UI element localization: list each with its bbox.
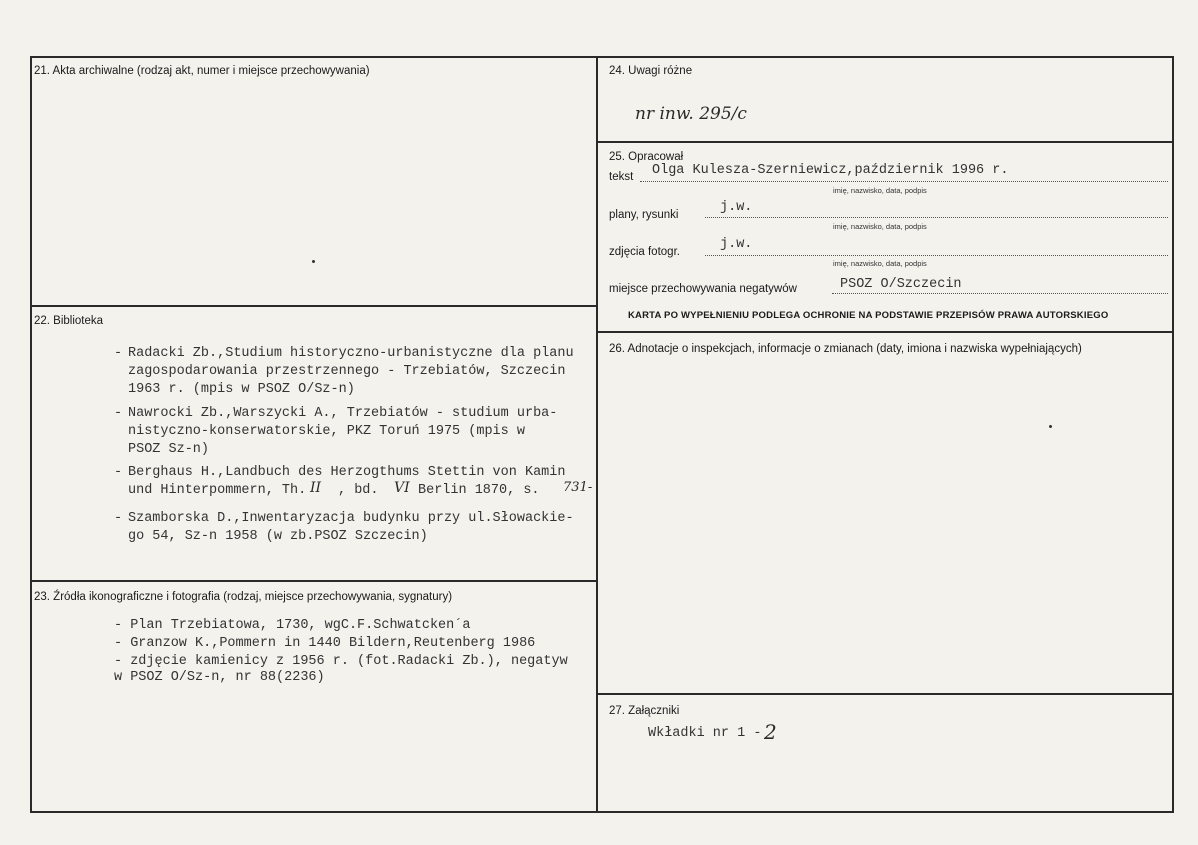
bib-entry-2-line-1: Nawrocki Zb.,Warszycki A., Trzebiatów - studium urba- xyxy=(128,406,558,421)
divider-26-27 xyxy=(596,693,1174,695)
section-22-title: 22. Biblioteka xyxy=(34,315,104,327)
section-23-title: 23. Źródła ikonograficzne i fotografia (rodzaj, miejsce przechowywania, sygnatury) xyxy=(34,591,453,603)
section-24-title: 24. Uwagi różne xyxy=(609,65,693,77)
top-border xyxy=(30,56,1174,58)
tekst-label: tekst xyxy=(609,171,634,183)
tekst-caption: imię, nazwisko, data, podpis xyxy=(833,186,927,195)
handwritten-inventory-note: nr inw. 295/c xyxy=(635,104,747,124)
bullet-dash: - xyxy=(114,465,123,480)
bib-entry-2-line-3: PSOZ Sz-n) xyxy=(128,442,210,457)
handwritten-page: 731- xyxy=(563,480,593,495)
plany-value: j.w. xyxy=(720,200,753,215)
bib-entry-1-line-3: 1963 r. (mpis w PSOZ O/Sz-n) xyxy=(128,382,355,397)
icon-source-line-2: - Granzow K.,Pommern in 1440 Bildern,Reutenberg 1986 xyxy=(114,636,536,651)
plany-caption: imię, nazwisko, data, podpis xyxy=(833,222,927,231)
plany-label: plany, rysunki xyxy=(609,209,679,221)
section-27-title: 27. Załączniki xyxy=(609,705,680,717)
handwritten-attachment-count: 2 xyxy=(764,720,777,744)
miejsce-label: miejsce przechowywania negatywów xyxy=(609,283,797,295)
tekst-value: Olga Kulesza-Szerniewicz,październik 1996 r. xyxy=(652,163,1009,178)
left-border xyxy=(30,56,32,813)
bib-entry-3-line-1: Berghaus H.,Landbuch des Herzogthums Stettin von Kamin xyxy=(128,465,566,480)
bib-entry-3-bd-label: , bd. xyxy=(338,483,379,498)
zdjecia-dotted-line xyxy=(705,255,1168,256)
dust-speck xyxy=(312,260,315,263)
icon-source-line-3: - zdjęcie kamienicy z 1956 r. (fot.Radacki Zb.), negatyw xyxy=(114,654,568,669)
bullet-dash: - xyxy=(114,511,123,526)
icon-source-line-1: - Plan Trzebiatowa, 1730, wgC.F.Schwatcken´a xyxy=(114,618,471,633)
section-25-title: 25. Opracował xyxy=(609,151,684,163)
bib-entry-4-line-2: go 54, Sz-n 1958 (w zb.PSOZ Szczecin) xyxy=(128,529,428,544)
dust-speck xyxy=(1049,425,1052,428)
zdjecia-caption: imię, nazwisko, data, podpis xyxy=(833,259,927,268)
center-divider xyxy=(596,56,598,813)
bib-entry-4-line-1: Szamborska D.,Inwentaryzacja budynku przy ul.Słowackie- xyxy=(128,511,574,526)
zdjecia-label: zdjęcia fotogr. xyxy=(609,246,680,258)
bottom-border xyxy=(30,811,1174,813)
section-26-title: 26. Adnotacje o inspekcjach, informacje o zmianach (daty, imiona i nazwiska wypełniających) xyxy=(609,343,1082,355)
plany-dotted-line xyxy=(705,217,1168,218)
divider-25-26 xyxy=(596,331,1174,333)
handwritten-th: II xyxy=(310,480,322,496)
bib-entry-3-line-2b: Berlin 1870, s. xyxy=(418,483,540,498)
zdjecia-value: j.w. xyxy=(720,237,753,252)
miejsce-dotted-line xyxy=(832,293,1168,294)
copyright-note: KARTA PO WYPEŁNIENIU PODLEGA OCHRONIE NA PODSTAWIE PRZEPISÓW PRAWA AUTORSKIEGO xyxy=(628,310,1109,321)
right-border xyxy=(1172,56,1174,813)
tekst-dotted-line xyxy=(640,181,1168,182)
zalaczniki-value: Wkładki nr 1 - xyxy=(648,726,762,741)
bullet-dash: - xyxy=(114,346,123,361)
handwritten-bd: VI xyxy=(394,480,410,496)
bib-entry-3-line-2: und Hinterpommern, Th. xyxy=(128,483,307,498)
divider-21-22 xyxy=(30,305,598,307)
bib-entry-1-line-1: Radacki Zb.,Studium historyczno-urbanistyczne dla planu xyxy=(128,346,574,361)
miejsce-value: PSOZ O/Szczecin xyxy=(840,277,962,292)
section-21-title: 21. Akta archiwalne (rodzaj akt, numer i miejsce przechowywania) xyxy=(34,65,370,77)
icon-source-line-4: w PSOZ O/Sz-n, nr 88(2236) xyxy=(114,670,325,685)
divider-24-25 xyxy=(596,141,1174,143)
bullet-dash: - xyxy=(114,406,123,421)
bib-entry-1-line-2: zagospodarowania przestrzennego - Trzebiatów, Szczecin xyxy=(128,364,566,379)
bib-entry-2-line-2: nistyczno-konserwatorskie, PKZ Toruń 1975 (mpis w xyxy=(128,424,525,439)
divider-22-23 xyxy=(30,580,598,582)
